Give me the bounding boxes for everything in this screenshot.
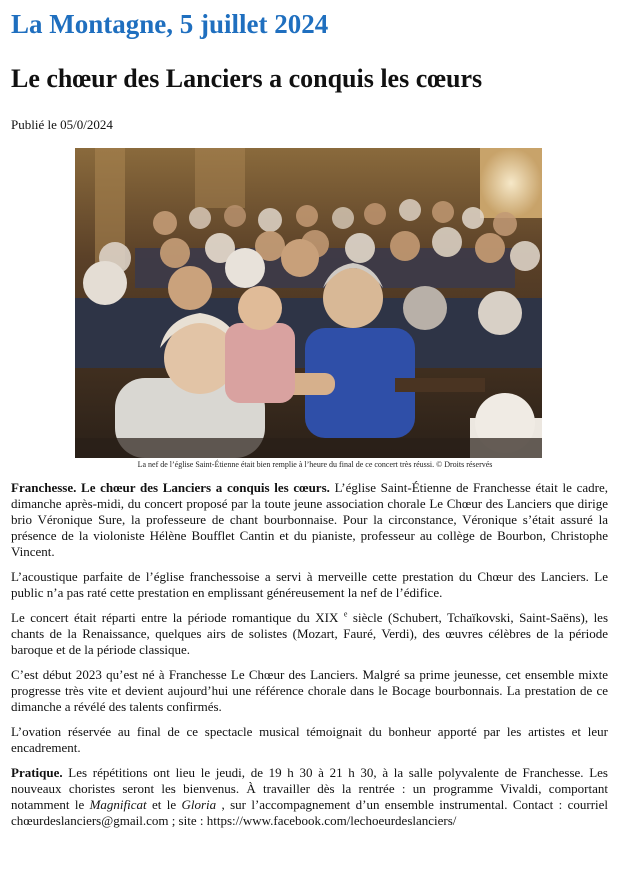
paragraph-2: L’acoustique parfaite de l’église franchessoise a servi à merveille cette prestation du Chœur des Lanciers. Le public n’a pas raté cette prestation en emplissant généreusement la nef de l’édifice.: [11, 569, 608, 600]
paragraph-4: C’est début 2023 qu’est né à Franchesse Le Chœur des Lanciers. Malgré sa prime jeunesse, cet ensemble mixte progresse très vite et devient aujourd’hui une référence chorale dans le Bocage bourbonnais. La prestation de ce dimanche a révélé des talents confirmés.: [11, 667, 608, 714]
paragraph-3: [11, 610, 608, 658]
paragraph-text: Les répétitions ont lieu le jeudi, de 19 h 30 à 21 h 30, à la salle polyvalente de Franchesse. Les nouveaux choristes seront les bienvenus. À travailler dès la rentrée : un programme Vivaldi, comportant notamment le: [11, 765, 608, 812]
article-body: [11, 480, 608, 838]
lead-text: Franchesse. Le chœur des Lanciers a conquis les cœurs.: [11, 480, 330, 495]
paragraph-text: et le: [146, 797, 182, 812]
concert-photo: [75, 148, 542, 458]
paragraph-text: L’église Saint-Étienne de Franchesse était le cadre, dimanche après-midi, du concert proposé par la toute jeune association chorale Le Chœur des Lanciers que dirige brio Véronique Sure, la professeure de chant bourbonnaise. Pour la circonstance, Véronique s’était assuré la présence de la violoniste Hélène Boufflet Cantin et du pianiste, professeur au collège de Bourbon, Christophe Vincent.: [11, 480, 608, 559]
paragraph-5: L’ovation réservée au final de ce spectacle musical témoignait du bonheur apporté par les artistes et leur encadrement.: [11, 724, 608, 755]
article-headline: Le chœur des Lanciers a conquis les cœurs: [11, 64, 483, 93]
paragraph-text: , sur l’accompagnement d’un ensemble instrumental. Contact : courriel chœurdeslanciers@gmail.com ; site : https://www.facebook.com/lechoeurdeslanciers/: [11, 797, 609, 828]
publication-date: Publié le 05/0/2024: [11, 117, 113, 132]
source-title: La Montagne, 5 juillet 2024: [11, 9, 329, 39]
work-title: Gloria: [181, 797, 217, 812]
paragraph-1: [11, 480, 608, 560]
audience-photo-illustration: [75, 148, 542, 458]
paragraph-text: siècle (Schubert, Tchaïkovski, Saint-Saëns), les chants de la Renaissance, quelques airs de solistes (Mozart, Fauré, Verdi), des œuvres célèbres de la période baroque et de la période classique.: [11, 610, 609, 657]
photo-caption: La nef de l’église Saint-Étienne était bien remplie à l’heure du final de ce concert très réussi. © Droits réservés: [137, 460, 493, 469]
paragraph-text: Le concert était réparti entre la période romantique du XIX: [11, 610, 339, 625]
paragraph-6: [11, 765, 608, 829]
superscript: e: [343, 609, 348, 619]
lead-text: Pratique.: [11, 765, 63, 780]
work-title: Magnificat: [89, 797, 147, 812]
